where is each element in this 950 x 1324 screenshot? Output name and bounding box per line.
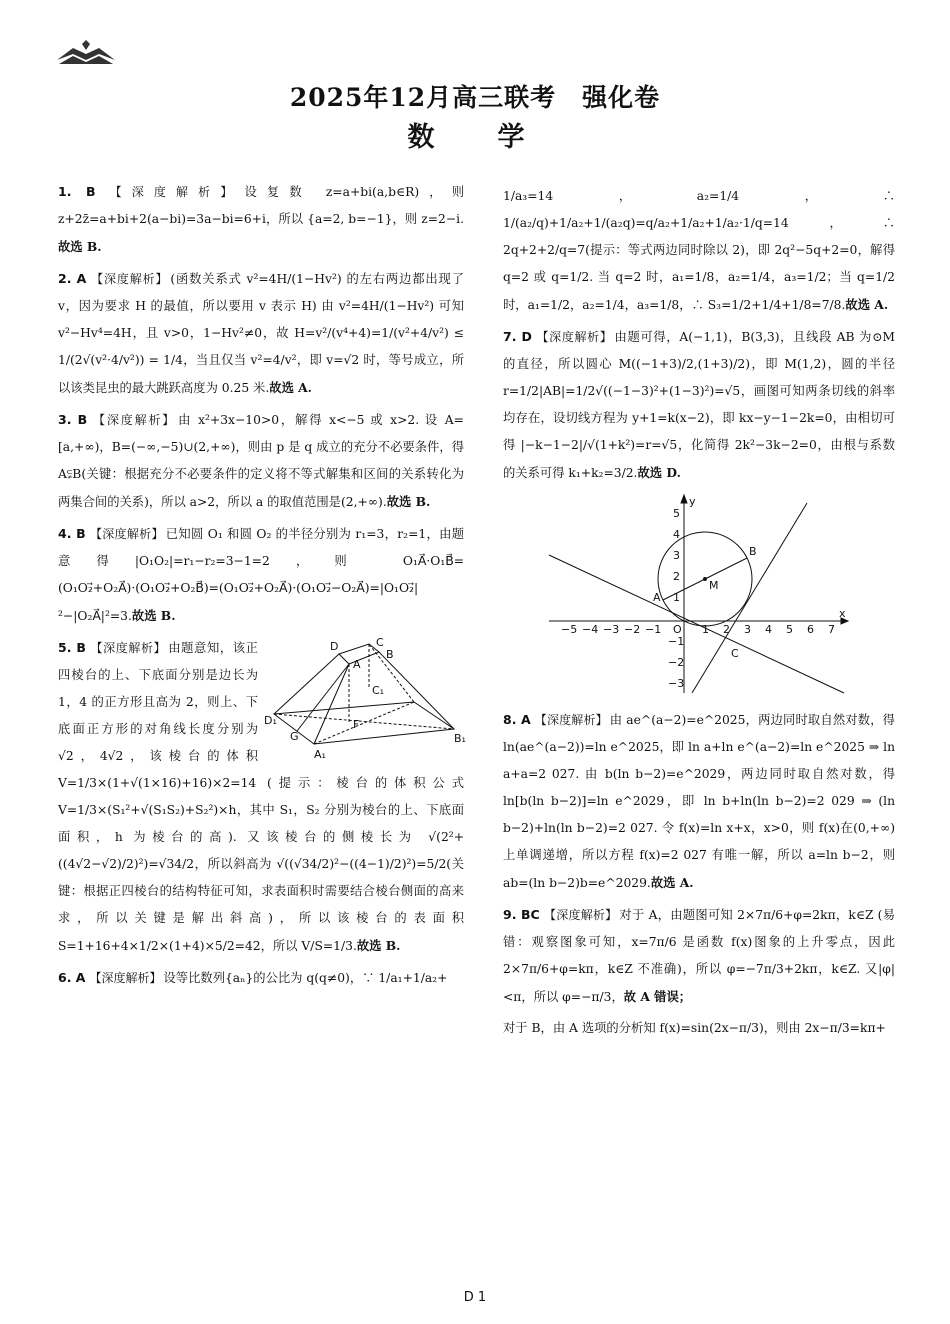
fig5-label-A1: A₁ [314,748,326,761]
question-6: 6. A 【深度解析】 设等比数列{aₙ}的公比为 q(q≠0)，∵ 1/a₁+1/a₂+ [58,970,448,985]
question-1: 1. B 【深度解析】 设复数 z=a+bi(a,b∈R)，则 z+2z̄=a+bi+2(a−bi)=3a−bi=6+i，所以 {a=2, b=−1}，则 z=2−i.故选 B. [58,184,464,254]
svg-text:5: 5 [786,623,793,636]
fig5-label-C: C [376,636,384,649]
left-column [58,178,464,996]
graph-point-A: A [653,591,661,604]
page-title: 2025年12月高三联考 强化卷 [289,83,661,112]
graph-origin-label: O [673,623,682,636]
svg-text:−2: −2 [624,623,641,636]
graph-x-label: x [839,607,846,620]
fig5-label-C1: C₁ [372,684,385,697]
publisher-logo-icon [55,40,117,68]
svg-text:7: 7 [828,623,835,636]
svg-text:−1: −1 [645,623,662,636]
svg-text:−5: −5 [561,623,578,636]
svg-text:4: 4 [765,623,772,636]
svg-text:2: 2 [723,623,730,636]
svg-text:5: 5 [673,507,680,520]
question-8: 8. A 【深度解析】 由 ae^(a−2)=e^2025，两边同时取自然对数，得 ln(ae^(a−2))=ln e^2025，即 ln a+ln e^(a−2)=ln e^2025 ⇒ ln a+a=2 027. 由 b(ln b−2)=e^2029，两边同时取自然对数，得 ln[b(ln b−2)]=ln e^2029，即 ln b+ln(ln b−2)=2 029 ⇒ (ln b−2)+ln(ln b−2)=2 027. 令 f(x)=ln x+x，x>0，则 f(x)在(0,+∞)上单调递增，所以方程 f(x)=2 027 有唯一解，所以 a=ln b−2，则 ab=(ln b−2)b=e^2029.故选 A. [503,712,895,890]
fig5-label-D1: D₁ [264,714,277,727]
svg-text:3: 3 [744,623,751,636]
frustum-figure [264,634,464,764]
circle-tangent-graph [549,493,849,698]
question-3: 3. B 【深度解析】 由 x²+3x−10>0，解得 x<−5 或 x>2. 设 A=[a,+∞)，B=(−∞,−5)∪(2,+∞)，则由 p 是 q 成立的充分不必要条件，得 A⫋B(关键：根据充分不必要条件的定义将不等式解集和区间的关系转化为两集合间的关系)，所以 a>2，所以 a 的取值范围是(2,+∞).故选 B. [58,412,464,509]
question-7: 7. D 【深度解析】 由题可得，A(−1,1)，B(3,3)，且线段 AB 为⊙M 的直径，所以圆心 M((−1+3)/2,(1+3)/2)，即 M(1,2)，圆的半径 r=1/2|AB|=1/2√((−1−3)²+(1−3)²)=√5，画图可知两条切线的斜率均存在，设切线方程为 y+1=k(x−2)，即 kx−y−1−2k=0，由相切可得 |−k−1−2|/√(1+k²)=r=√5，化简得 2k²−3k−2=0，由根与系数的关系可得 k₁+k₂=3/2.故选 D. [503,329,895,480]
svg-text:1: 1 [673,591,680,604]
subject-title: 数 学 [407,122,543,153]
fig5-label-F: F [353,718,360,731]
fig5-label-B1: B₁ [454,732,466,745]
question-4: 4. B 【深度解析】 已知圆 O₁ 和圆 O₂ 的半径分别为 r₁=3，r₂=1，由题意得|O₁O₂|=r₁−r₂=3−1=2，则 O₁A⃗·O₁B⃗=(O₁O₂⃗+O₂A⃗)·(O₁O₂⃗+O₂B⃗)=(O₁O₂⃗+O₂A⃗)·(O₁O₂⃗−O₂A⃗)=|O₁O₂⃗|²−|O₂A⃗|²=3.故选 B. [58,526,465,623]
svg-text:6: 6 [807,623,814,636]
graph-point-C: C [731,647,739,660]
fig5-label-A: A [353,658,361,671]
graph-point-B: B [749,545,757,558]
svg-text:−4: −4 [582,623,599,636]
graph-point-M: M [709,579,719,592]
question-2: 2. A 【深度解析】 (函数关系式 v²=4H/(1−Hv²) 的左右两边都出现了 v，因为要求 H 的最值，所以要用 v 表示 H) 由 v²=4H/(1−Hv²) 可知 v²−Hv⁴=4H，且 v>0，1−Hv²≠0，故 H=v²/(v⁴+4)=1/(v²+4/v²) ≤ 1/(2√(v²·4/v²)) = 1/4，当且仅当 v²=4/v²，即 v=√2 时，等号成立，所以该类昆虫的最大跳跃高度为 0.25 米.故选 A. [58,271,464,395]
svg-text:−3: −3 [603,623,620,636]
question-5: D C A B C₁ D₁ G F B₁ A₁ 5. B 【深度解析】 由题意知，该正四棱台的上、下底面分别是边长为 1，4 的正方形且高为 2，则上、下底面正方形的对角线长度分别为 √2，4√2，该棱台的体积 V=1/3×(1+√(1×16)+16)×2=14 (提示：棱台的体积公式 V=1/3×(S₁²+√(S₁S₂)+S₂²)×h，其中 S₁，S₂ 分别为棱台的上、下底面面积，h 为棱台的高). 又该棱台的侧棱长为 √(2²+((4√2−√2)/2)²)=√34/2，所以斜高为 √((√34/2)²−((4−1)/2)²)=5/2(关键：根据正四棱台的结构特征可知，求表面积时需要结合棱台侧面的高来求，所以关键是解出斜高)，所以该棱台的表面积 S=1+16+4×1/2×(1+4)×5/2=42，所以 V/S=1/3.故选 B. [58,636,466,953]
svg-text:3: 3 [673,549,680,562]
svg-text:2: 2 [673,570,680,583]
fig5-label-G: G [290,730,299,743]
question-6-continued: 1/a₃=14，a₂=1/4，∴ 1/(a₂/q)+1/a₂+1/(a₂q)=q/a₂+1/a₂+1/a₂·1/q=14，∴ 2q+2+2/q=7(提示：等式两边同时除以 2)，即 2q²−5q+2=0，解得 q=2 或 q=1/2. 当 q=2 时，a₁=1/8，a₂=1/4，a₃=1/2；当 q=1/2 时，a₁=1/2，a₂=1/4，a₃=1/8，∴ S₃=1/2+1/4+1/8=7/8.故选 A. [503,189,895,312]
question-9: 9. BC 【深度解析】 对于 A，由题图可知 2×7π/6+φ=2kπ，k∈Z (易错：观察图象可知，x=7π/6 是函数 f(x)图象的上升零点，因此 2×7π/6+φ=kπ，k∈Z 不准确)，所以 φ=−7π/3+2kπ，k∈Z. 又|φ|<π，所以 φ=−π/3，故 A 错误； [503,907,895,1004]
svg-text:4: 4 [673,528,680,541]
graph-y-label: y [689,495,696,508]
svg-text:1: 1 [702,623,709,636]
svg-text:−1: −1 [668,635,685,648]
question-9-option-b: 对于 B，由 A 选项的分析知 f(x)=sin(2x−π/3)，则由 2x−π/3=kπ+ [503,1021,886,1035]
fig5-label-D: D [330,640,339,653]
right-column [503,183,895,1046]
svg-text:−2: −2 [668,656,685,669]
fig5-label-B: B [386,648,394,661]
page-number: D 1 [463,1290,487,1305]
svg-text:−3: −3 [668,677,685,690]
